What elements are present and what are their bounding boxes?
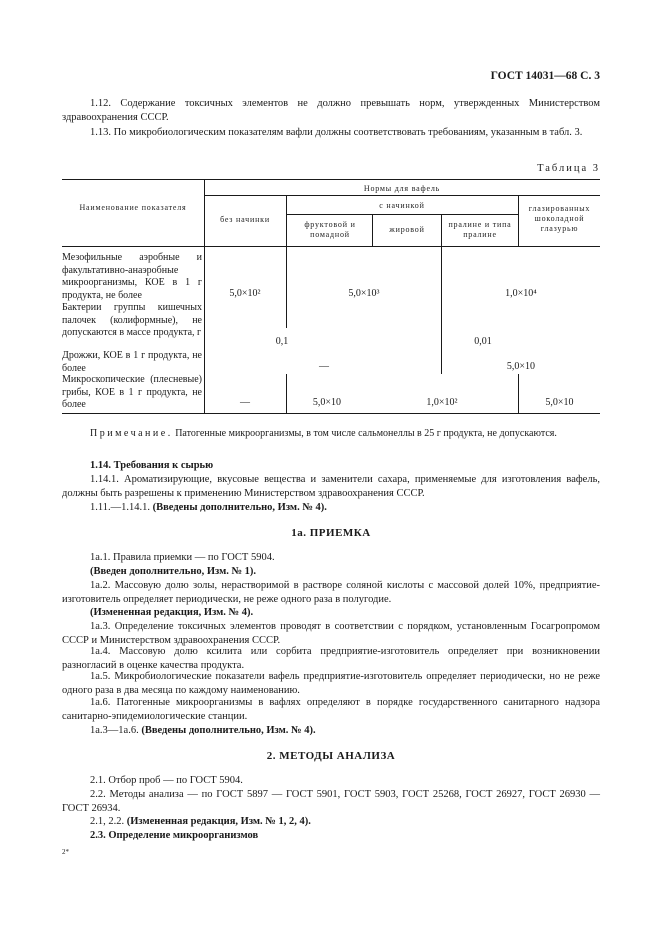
table-row-3-v1: — xyxy=(319,361,329,372)
amend-1-11-1-14-1: 1.11.—1.14.1. (Введены дополнительно, Изм. № 4). xyxy=(90,502,327,513)
footer-mark: 2* xyxy=(62,848,69,856)
paragraph-2-2: 2.2. Методы анализа — по ГОСТ 5897 — ГОСТ 5901, ГОСТ 5903, ГОСТ 25268, ГОСТ 26927, ГОСТ 26930 — ГОСТ 26934. xyxy=(62,789,600,814)
table-rule-filling xyxy=(286,214,518,215)
table-row-1-label: Мезофильные аэробные и факультативно-анаэробные микроорганизмы, КОЕ в 1 г продукта, не более xyxy=(62,252,202,301)
th-fruit: фруктовой и помадной xyxy=(304,220,356,239)
table-body-vline-e xyxy=(518,374,519,413)
paragraph-2-3: 2.3. Определение микроорганизмов xyxy=(90,830,259,841)
th-norms: Нормы для вафель xyxy=(363,184,441,193)
section-1-14-title: 1.14. Требования к сырью xyxy=(90,460,214,471)
table-row-4-v4: 5,0×10 xyxy=(545,397,574,408)
table-vline-1 xyxy=(204,179,205,413)
table-row-4-v1: — xyxy=(240,397,250,408)
table-rule-norms xyxy=(204,195,600,196)
table-vline-2 xyxy=(286,195,287,247)
table-row-4-v2: 5,0×10 xyxy=(312,397,342,408)
table-caption: Таблица 3 xyxy=(537,163,600,174)
table-note-text: Патогенные микроорганизмы, в том числе сальмонеллы в 25 г продукта, не допускаются. xyxy=(172,428,557,439)
paragraph-1-14-1: 1.14.1. Ароматизирующие, вкусовые вещества и заменители сахара, применяемые для изготовления вафель, должны быть разрешены к применению Министерством здравоохранения СССР. xyxy=(62,474,600,499)
table-body-vline-b xyxy=(441,246,442,328)
th-with-filling: с начинкой xyxy=(379,201,425,210)
table-header-bottom-rule xyxy=(62,246,600,247)
th-indicator: Наименование показателя xyxy=(79,203,187,212)
table-row-2-label: Бактерии группы кишечных палочек (колиформные), не допускаются в массе продукта, г xyxy=(62,302,202,338)
table-top-rule xyxy=(62,179,600,180)
table-row-3-v2: 5,0×10 xyxy=(506,361,536,372)
page-header: ГОСТ 14031—68 С. 3 xyxy=(490,70,600,82)
section-1a-title: 1а. ПРИЕМКА xyxy=(291,527,371,539)
paragraph-1a-5: 1а.5. Микробиологические показатели вафель предприятие-изготовитель определяет периодически, но не реже одного раза в два месяца по каждому наименованию. xyxy=(62,671,600,696)
table-row-2-v1: 0,1 xyxy=(275,336,289,347)
table-row-4-v3: 1,0×10² xyxy=(426,397,458,408)
th-praline: пралине и типа пралине xyxy=(448,220,512,239)
th-fat: жировой xyxy=(389,225,425,234)
table-vline-5 xyxy=(518,195,519,247)
paragraph-1-12: 1.12. Содержание токсичных элементов не должно превышать норм, утвержденных Министерством здравоохранения СССР. xyxy=(62,98,600,123)
table-note-label: Примечание. xyxy=(90,428,173,439)
amend-1a-1: (Введен дополнительно, Изм. № 1). xyxy=(90,566,257,577)
table-row-2-v2: 0,01 xyxy=(474,336,492,347)
table-row-1-v2: 5,0×10³ xyxy=(348,288,380,299)
table-body-vline-c xyxy=(441,328,442,374)
paragraph-2-1: 2.1. Отбор проб — по ГОСТ 5904. xyxy=(90,775,243,786)
paragraph-1a-1: 1а.1. Правила приемки — по ГОСТ 5904. xyxy=(90,552,275,563)
amend-2-1-2-2: 2.1, 2.2. (Измененная редакция, Изм. № 1, 2, 4). xyxy=(90,816,311,827)
table-row-1-v1: 5,0×10² xyxy=(229,288,261,299)
amend-1a-2: (Измененная редакция, Изм. № 4). xyxy=(90,607,254,618)
table-bottom-rule xyxy=(62,413,600,414)
table-note xyxy=(62,427,600,440)
table-vline-3 xyxy=(372,214,373,247)
table-row-1-v3: 1,0×10⁴ xyxy=(505,288,537,299)
th-glazed: глазированных шоколадной глазурью xyxy=(528,204,591,233)
table-vline-4 xyxy=(441,214,442,247)
paragraph-1a-6: 1а.6. Патогенные микроорганизмы в вафлях определяют в порядке государственного санитарного надзора санитарно-эпидемиологические станции. xyxy=(62,697,600,722)
table-body-vline-a xyxy=(286,246,287,328)
paragraph-1a-2: 1а.2. Массовую долю золы, нерастворимой в растворе соляной кислоты с массовой долей 10%, предприятие-изготовитель определяет периодически, не реже одного раза в полугодие. xyxy=(62,580,600,605)
table-row-4-label: Микроскопические (плесневые) грибы, КОЕ в 1 г продукта, не более xyxy=(62,374,202,410)
paragraph-1-13: 1.13. По микробиологическим показателям вафли должны соответствовать требованиям, указанным в табл. 3. xyxy=(90,127,583,138)
table-body-vline-d xyxy=(286,374,287,413)
th-no-filling: без начинки xyxy=(220,215,270,224)
paragraph-1a-4: 1а.4. Массовую долю ксилита или сорбита предприятие-изготовитель определяет при возникновении разногласий в оценке качества продукта. xyxy=(62,646,600,671)
section-2-title: 2. МЕТОДЫ АНАЛИЗА xyxy=(266,750,396,762)
paragraph-1a-3: 1а.3. Определение токсичных элементов проводят в соответствии с порядком, установленным Госагропромом СССР и Министерством здравоохранения СССР. xyxy=(62,621,600,646)
table-row-3-label: Дрожжи, КОЕ в 1 г продукта, не более xyxy=(62,350,202,374)
amend-1a-3-1a-6: 1а.3—1а.6. (Введены дополнительно, Изм. № 4). xyxy=(90,725,316,736)
